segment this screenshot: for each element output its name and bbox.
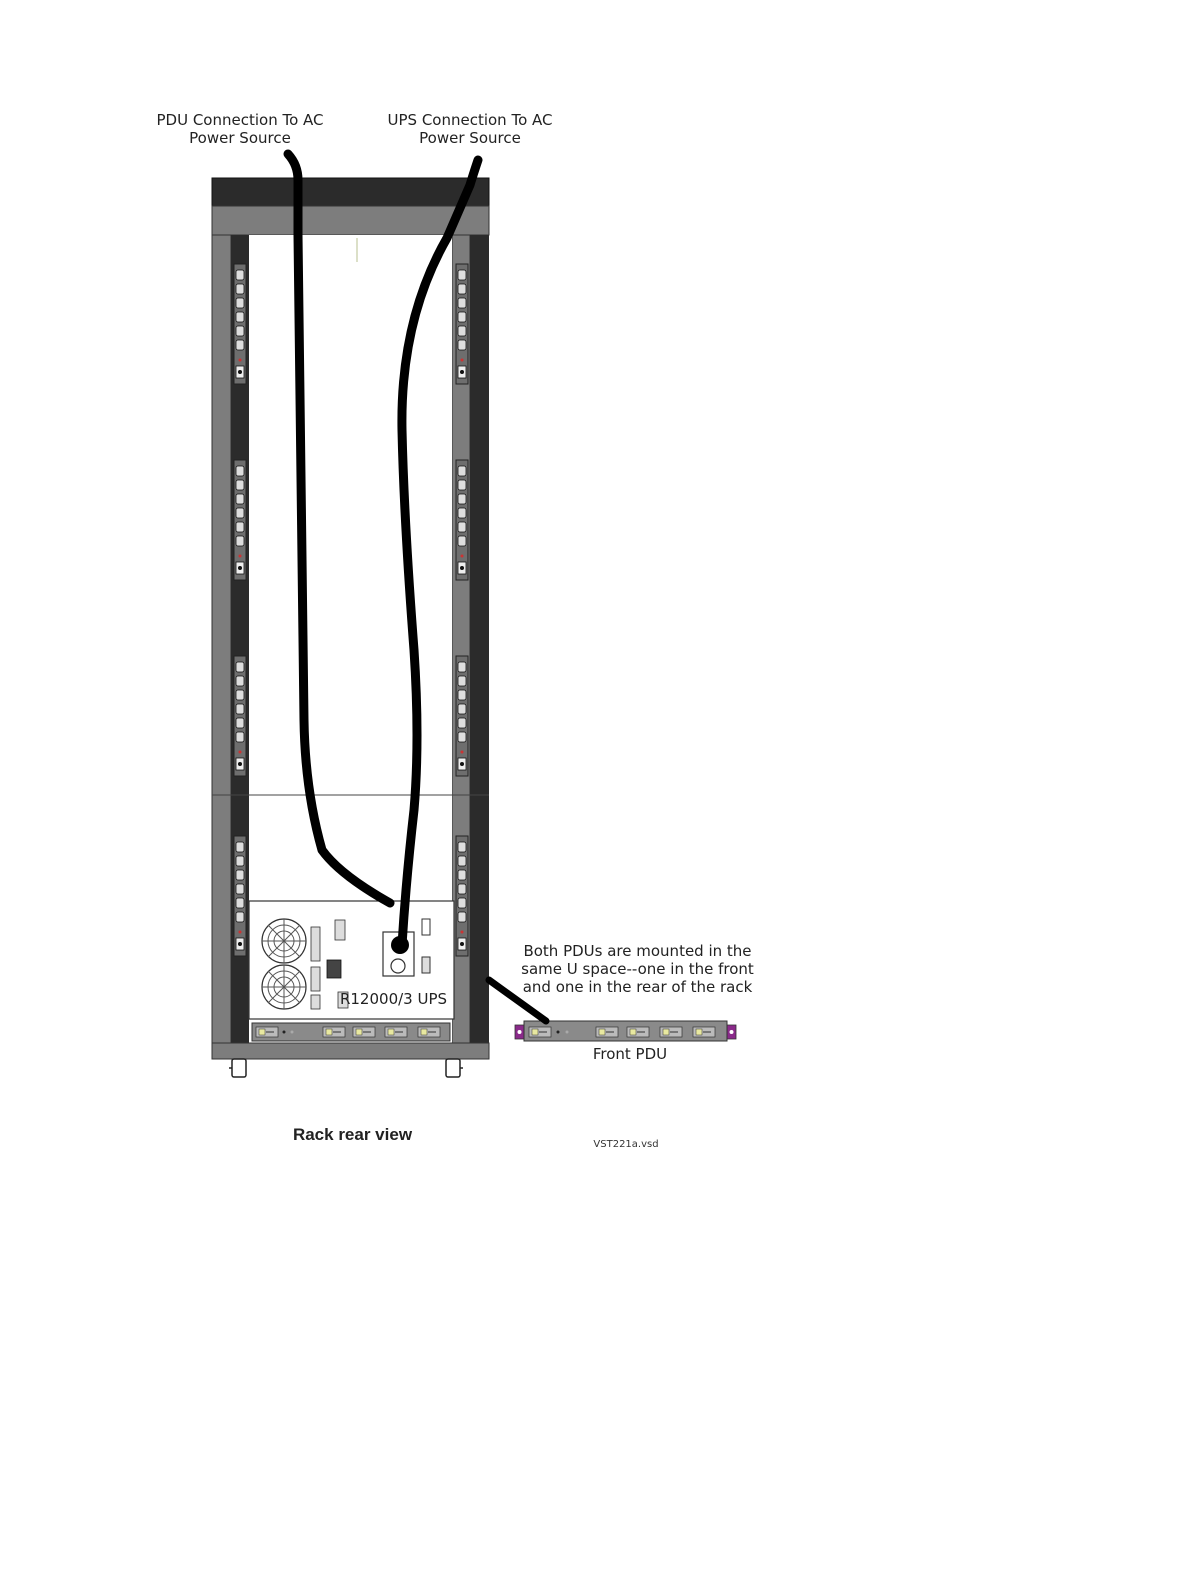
pdu-source-label [150,111,330,147]
rack-right-post [470,235,489,1043]
ups-source-label [380,111,560,147]
note-line3: and one in the rear of the rack [522,978,753,996]
ups-input-plug [391,936,409,954]
rack-left-post [212,235,231,1043]
front-pdu [515,1021,736,1041]
note-line1: Both PDUs are mounted in the [523,942,752,960]
pdu-source-line1: PDU Connection To AC [156,111,324,129]
pdu-mounting-note [515,942,760,996]
ups-model-label: R12000/3 UPS [339,990,448,1008]
rear-pdu [252,1023,450,1041]
ups-source-line1: UPS Connection To AC [387,111,553,129]
fan-icon [262,919,306,963]
rack-base [212,1043,489,1059]
note-line2: same U space--one in the front [521,960,754,978]
rack-top-cap [212,178,489,206]
fan-icon [262,965,306,1009]
ups-source-line2: Power Source [419,129,521,147]
caster-left [229,1059,246,1077]
file-id: VST221a.vsd [593,1139,659,1150]
caster-right [446,1059,463,1077]
front-pdu-label: Front PDU [592,1045,668,1063]
pdu-source-line2: Power Source [189,129,291,147]
diagram-caption: Rack rear view [292,1125,413,1144]
